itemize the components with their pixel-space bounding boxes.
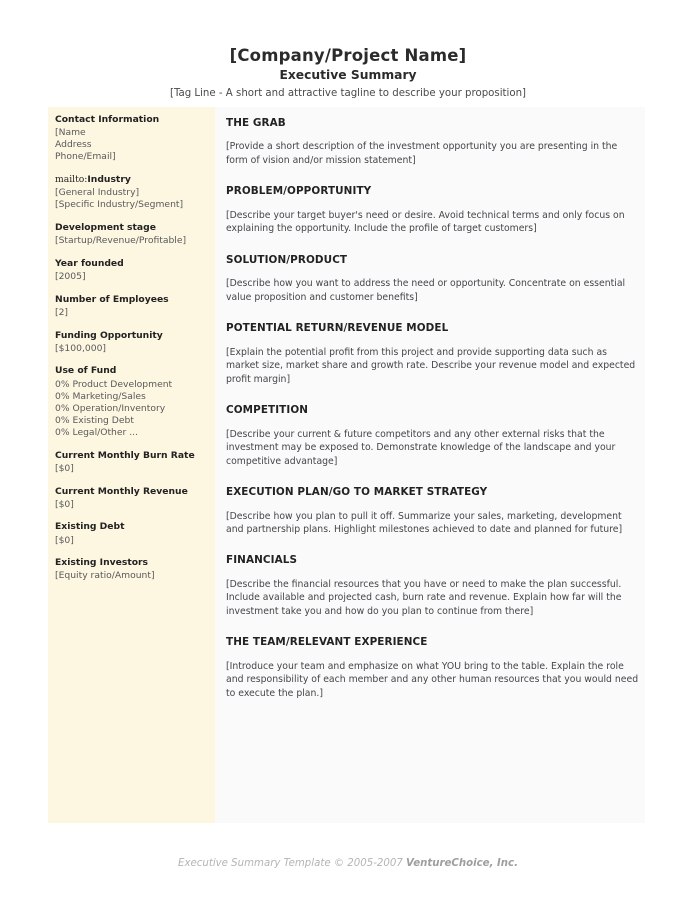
sidebar-block-heading — [55, 294, 207, 307]
section-heading: THE GRAB — [226, 117, 286, 129]
sidebar-block-heading-label: Funding Opportunity — [55, 329, 163, 341]
page-tagline: [Tag Line - A short and attractive tagline to describe your proposition] — [169, 87, 527, 99]
sidebar-block — [55, 557, 207, 582]
sidebar-block-line: [$0] — [55, 462, 74, 474]
content-section — [226, 486, 639, 536]
mailto-prefix: mailto: — [55, 174, 88, 186]
page-subtitle: Executive Summary — [279, 67, 417, 82]
sidebar-block-heading — [55, 174, 207, 187]
content-section — [226, 322, 639, 386]
sidebar-block-line: [General Industry] — [55, 187, 140, 199]
sidebar-block-heading — [55, 521, 207, 534]
section-heading: THE TEAM/RELEVANT EXPERIENCE — [226, 636, 428, 649]
sidebar-block-line: 0% Marketing/Sales — [55, 390, 146, 402]
section-body: [Explain the potential profit from this project and provide supporting data such as market size, market share and growth rate. Describe your revenue model and expected profit margin] — [226, 346, 636, 385]
sidebar-block-heading — [55, 258, 207, 271]
sidebar-block-heading-label: Current Monthly Revenue — [55, 485, 188, 497]
sidebar-block — [55, 174, 207, 211]
sidebar-block-heading-label: Use of Fund — [55, 365, 117, 377]
sidebar-block-line: Address — [55, 139, 92, 151]
sidebar-block — [55, 258, 207, 283]
sidebar-block-line: [2005] — [55, 271, 86, 283]
sidebar-block — [55, 114, 207, 164]
sidebar-block-line: [Specific Industry/Segment] — [55, 199, 184, 211]
sidebar-block-line: 0% Existing Debt — [55, 415, 134, 426]
sidebar-block — [55, 450, 207, 475]
sidebar-block-heading-label: Year founded — [55, 257, 124, 269]
content-section — [226, 185, 639, 235]
sidebar-block — [55, 521, 207, 546]
footer — [0, 858, 696, 869]
sidebar-block-heading — [55, 330, 207, 343]
section-heading: SOLUTION/PRODUCT — [226, 253, 348, 266]
sidebar-block-heading — [55, 365, 207, 378]
sidebar-block-line: [2] — [55, 306, 69, 318]
content-section — [226, 404, 639, 468]
section-body: [Describe how you plan to pull it off. Summarize your sales, marketing, development and partnership plans. Highlight milestones achieved to date and planned for future] — [226, 510, 623, 535]
sidebar-block-line: 0% Product Development — [55, 378, 173, 390]
sidebar-block-line: [$0] — [55, 534, 74, 546]
content-section — [226, 117, 639, 167]
sidebar-block-heading-label: Development stage — [55, 222, 156, 234]
sidebar-block-line: [$0] — [55, 498, 74, 510]
section-body: [Describe your target buyer's need or desire. Avoid technical terms and only focus on explaining the opportunity. Include the profile of target customers] — [226, 209, 625, 235]
main-content — [215, 107, 645, 823]
sidebar-block-heading — [55, 450, 207, 463]
sidebar-block-heading — [55, 486, 207, 499]
sidebar-block-heading-label: Number of Employees — [55, 293, 169, 305]
sidebar-block — [55, 330, 207, 355]
section-heading: FINANCIALS — [226, 554, 298, 567]
section-body: [Describe how you want to address the need or opportunity. Concentrate on essential value proposition and customer benefits] — [226, 278, 626, 303]
sidebar-block — [55, 222, 207, 247]
sidebar-block-line: [Name — [55, 127, 86, 139]
section-body: [Introduce your team and emphasize on what YOU bring to the table. Explain the role and responsibility of each member and any other human resources that you would need to execute the plan.] — [226, 660, 639, 699]
section-body: [Describe your current & future competitors and any other external risks that the investment may be exposed to. Demonstrate knowledge of the landscape and your competitive advantage] — [226, 428, 616, 467]
sidebar-block-heading-label: Existing Investors — [55, 557, 149, 569]
section-heading: POTENTIAL RETURN/REVENUE MODEL — [226, 322, 449, 335]
sidebar-block-heading-label: Contact Information — [55, 114, 160, 125]
title-block — [0, 47, 696, 100]
sidebar-block — [55, 294, 207, 319]
sidebar — [48, 107, 215, 823]
content-section — [226, 554, 639, 618]
sidebar-block-line: [Startup/Revenue/Profitable] — [55, 235, 187, 247]
sidebar-block — [55, 486, 207, 511]
sidebar-block-line: 0% Legal/Other ... — [55, 427, 138, 439]
page-title: [Company/Project Name] — [229, 46, 467, 65]
sidebar-block-heading-label: Current Monthly Burn Rate — [55, 449, 195, 461]
content-section — [226, 254, 639, 304]
sidebar-block-line: Phone/Email] — [55, 151, 116, 163]
sidebar-block-line: [$100,000] — [55, 342, 107, 354]
sidebar-block-heading — [55, 114, 207, 127]
sidebar-block-heading — [55, 222, 207, 235]
section-heading: EXECUTION PLAN/GO TO MARKET STRATEGY — [226, 486, 488, 499]
section-heading: PROBLEM/OPPORTUNITY — [226, 185, 372, 198]
section-heading: COMPETITION — [226, 404, 309, 417]
footer-text: Executive Summary Template © 2005-2007 — [178, 858, 407, 869]
section-body: [Describe the financial resources that you have or need to make the plan successful. Include available and projected cash, burn rate and revenue. Explain how far will the investment take you and how do you plan to continue from there] — [226, 578, 622, 617]
section-body: [Provide a short description of the investment opportunity you are presenting in the form of vision and/or mission statement] — [226, 141, 618, 166]
sidebar-block-heading-label: Industry — [87, 174, 131, 186]
footer-company: VentureChoice, Inc. — [406, 858, 518, 869]
content-section — [226, 636, 639, 700]
sidebar-block-line: 0% Operation/Inventory — [55, 402, 166, 414]
sidebar-block-heading — [55, 557, 207, 570]
sidebar-block — [55, 365, 207, 439]
sidebar-block-heading-label: Existing Debt — [55, 521, 125, 533]
sidebar-block-line: [Equity ratio/Amount] — [55, 570, 155, 582]
body-columns — [48, 107, 645, 823]
